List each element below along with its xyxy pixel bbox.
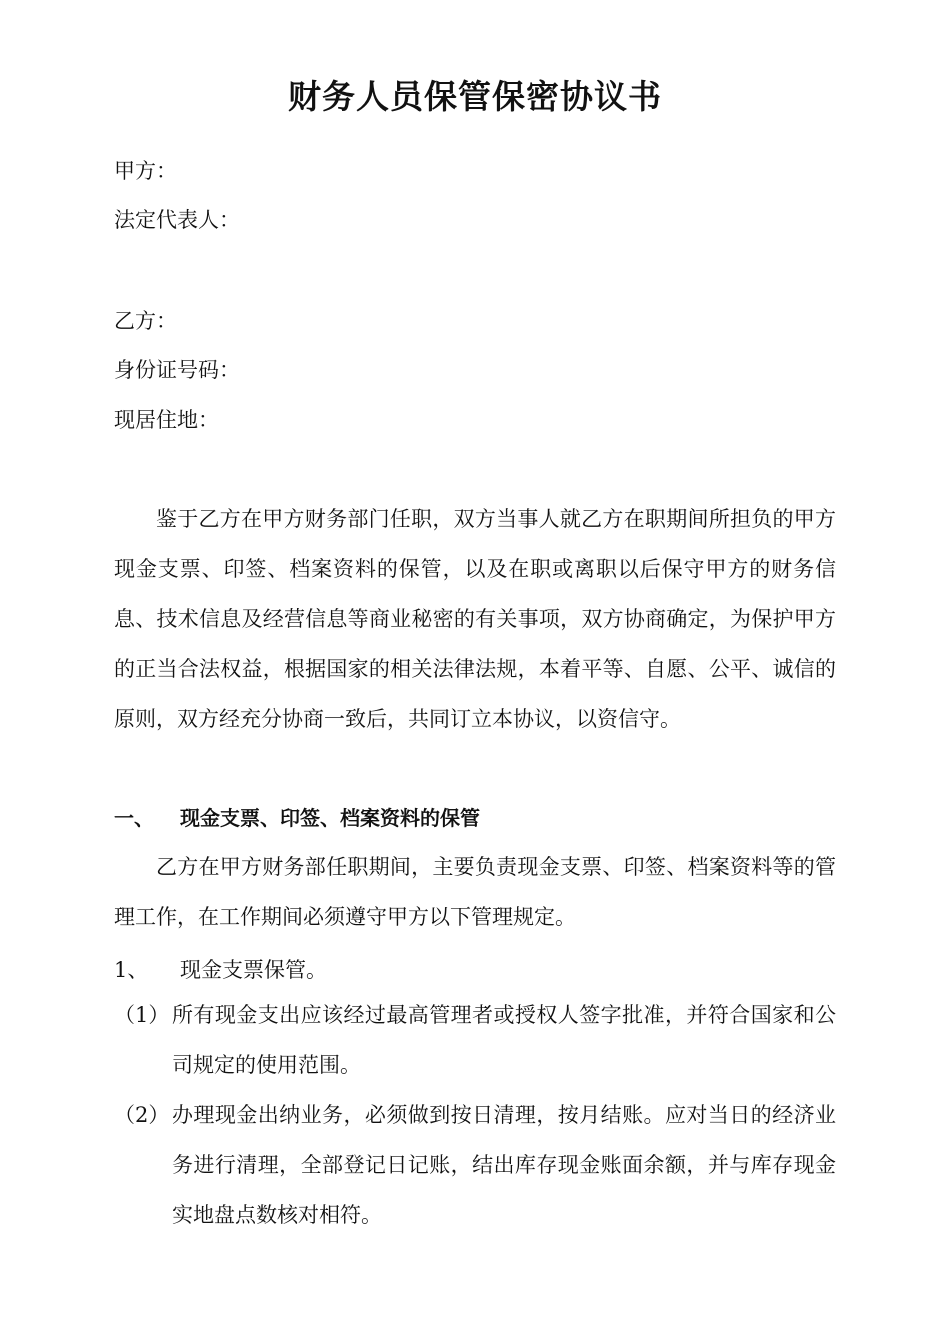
- preamble-paragraph: 鉴于乙方在甲方财务部门任职，双方当事人就乙方在职期间所担负的甲方现金支票、印签、档案资料的保管，以及在职或离职以后保守甲方的财务信息、技术信息及经营信息等商业秘密的有关事项，双方协商确定，为保护甲方的正当合法权益，根据国家的相关法律法规，本着平等、自愿、公平、诚信的原则，双方经充分协商一致后，共同订立本协议，以资信守。: [114, 507, 836, 731]
- section-1-heading: [114, 803, 480, 833]
- item-1-heading: [114, 955, 327, 985]
- item-1-number: 1、: [114, 958, 149, 982]
- section-1-number: 一、: [114, 806, 154, 830]
- sub-item-1: [114, 990, 836, 1090]
- party-b-label: 乙方：: [114, 309, 177, 333]
- sub-item-2: [114, 1090, 836, 1240]
- document-title: 财务人员保管保密协议书: [288, 77, 662, 116]
- section-1-intro: 乙方在甲方财务部任职期间，主要负责现金支票、印签、档案资料等的管理工作，在工作期间必须遵守甲方以下管理规定。: [114, 855, 836, 929]
- address-label: 现居住地：: [114, 408, 219, 432]
- legal-representative-label: 法定代表人：: [114, 208, 240, 232]
- party-a-label: 甲方：: [114, 159, 177, 183]
- id-number-label: 身份证号码：: [114, 358, 240, 382]
- item-1-title: 现金支票保管。: [180, 958, 327, 982]
- sub-item-1-number: （1）: [114, 1003, 170, 1027]
- sub-item-1-text: 所有现金支出应该经过最高管理者或授权人签字批准，并符合国家和公司规定的使用范围。: [172, 1003, 836, 1077]
- section-1-title: 现金支票、印签、档案资料的保管: [180, 806, 480, 830]
- sub-item-2-number: （2）: [114, 1103, 170, 1127]
- sub-item-2-text: 办理现金出纳业务，必须做到按日清理，按月结账。应对当日的经济业务进行清理，全部登记日记账，结出库存现金账面余额，并与库存现金实地盘点数核对相符。: [172, 1103, 836, 1227]
